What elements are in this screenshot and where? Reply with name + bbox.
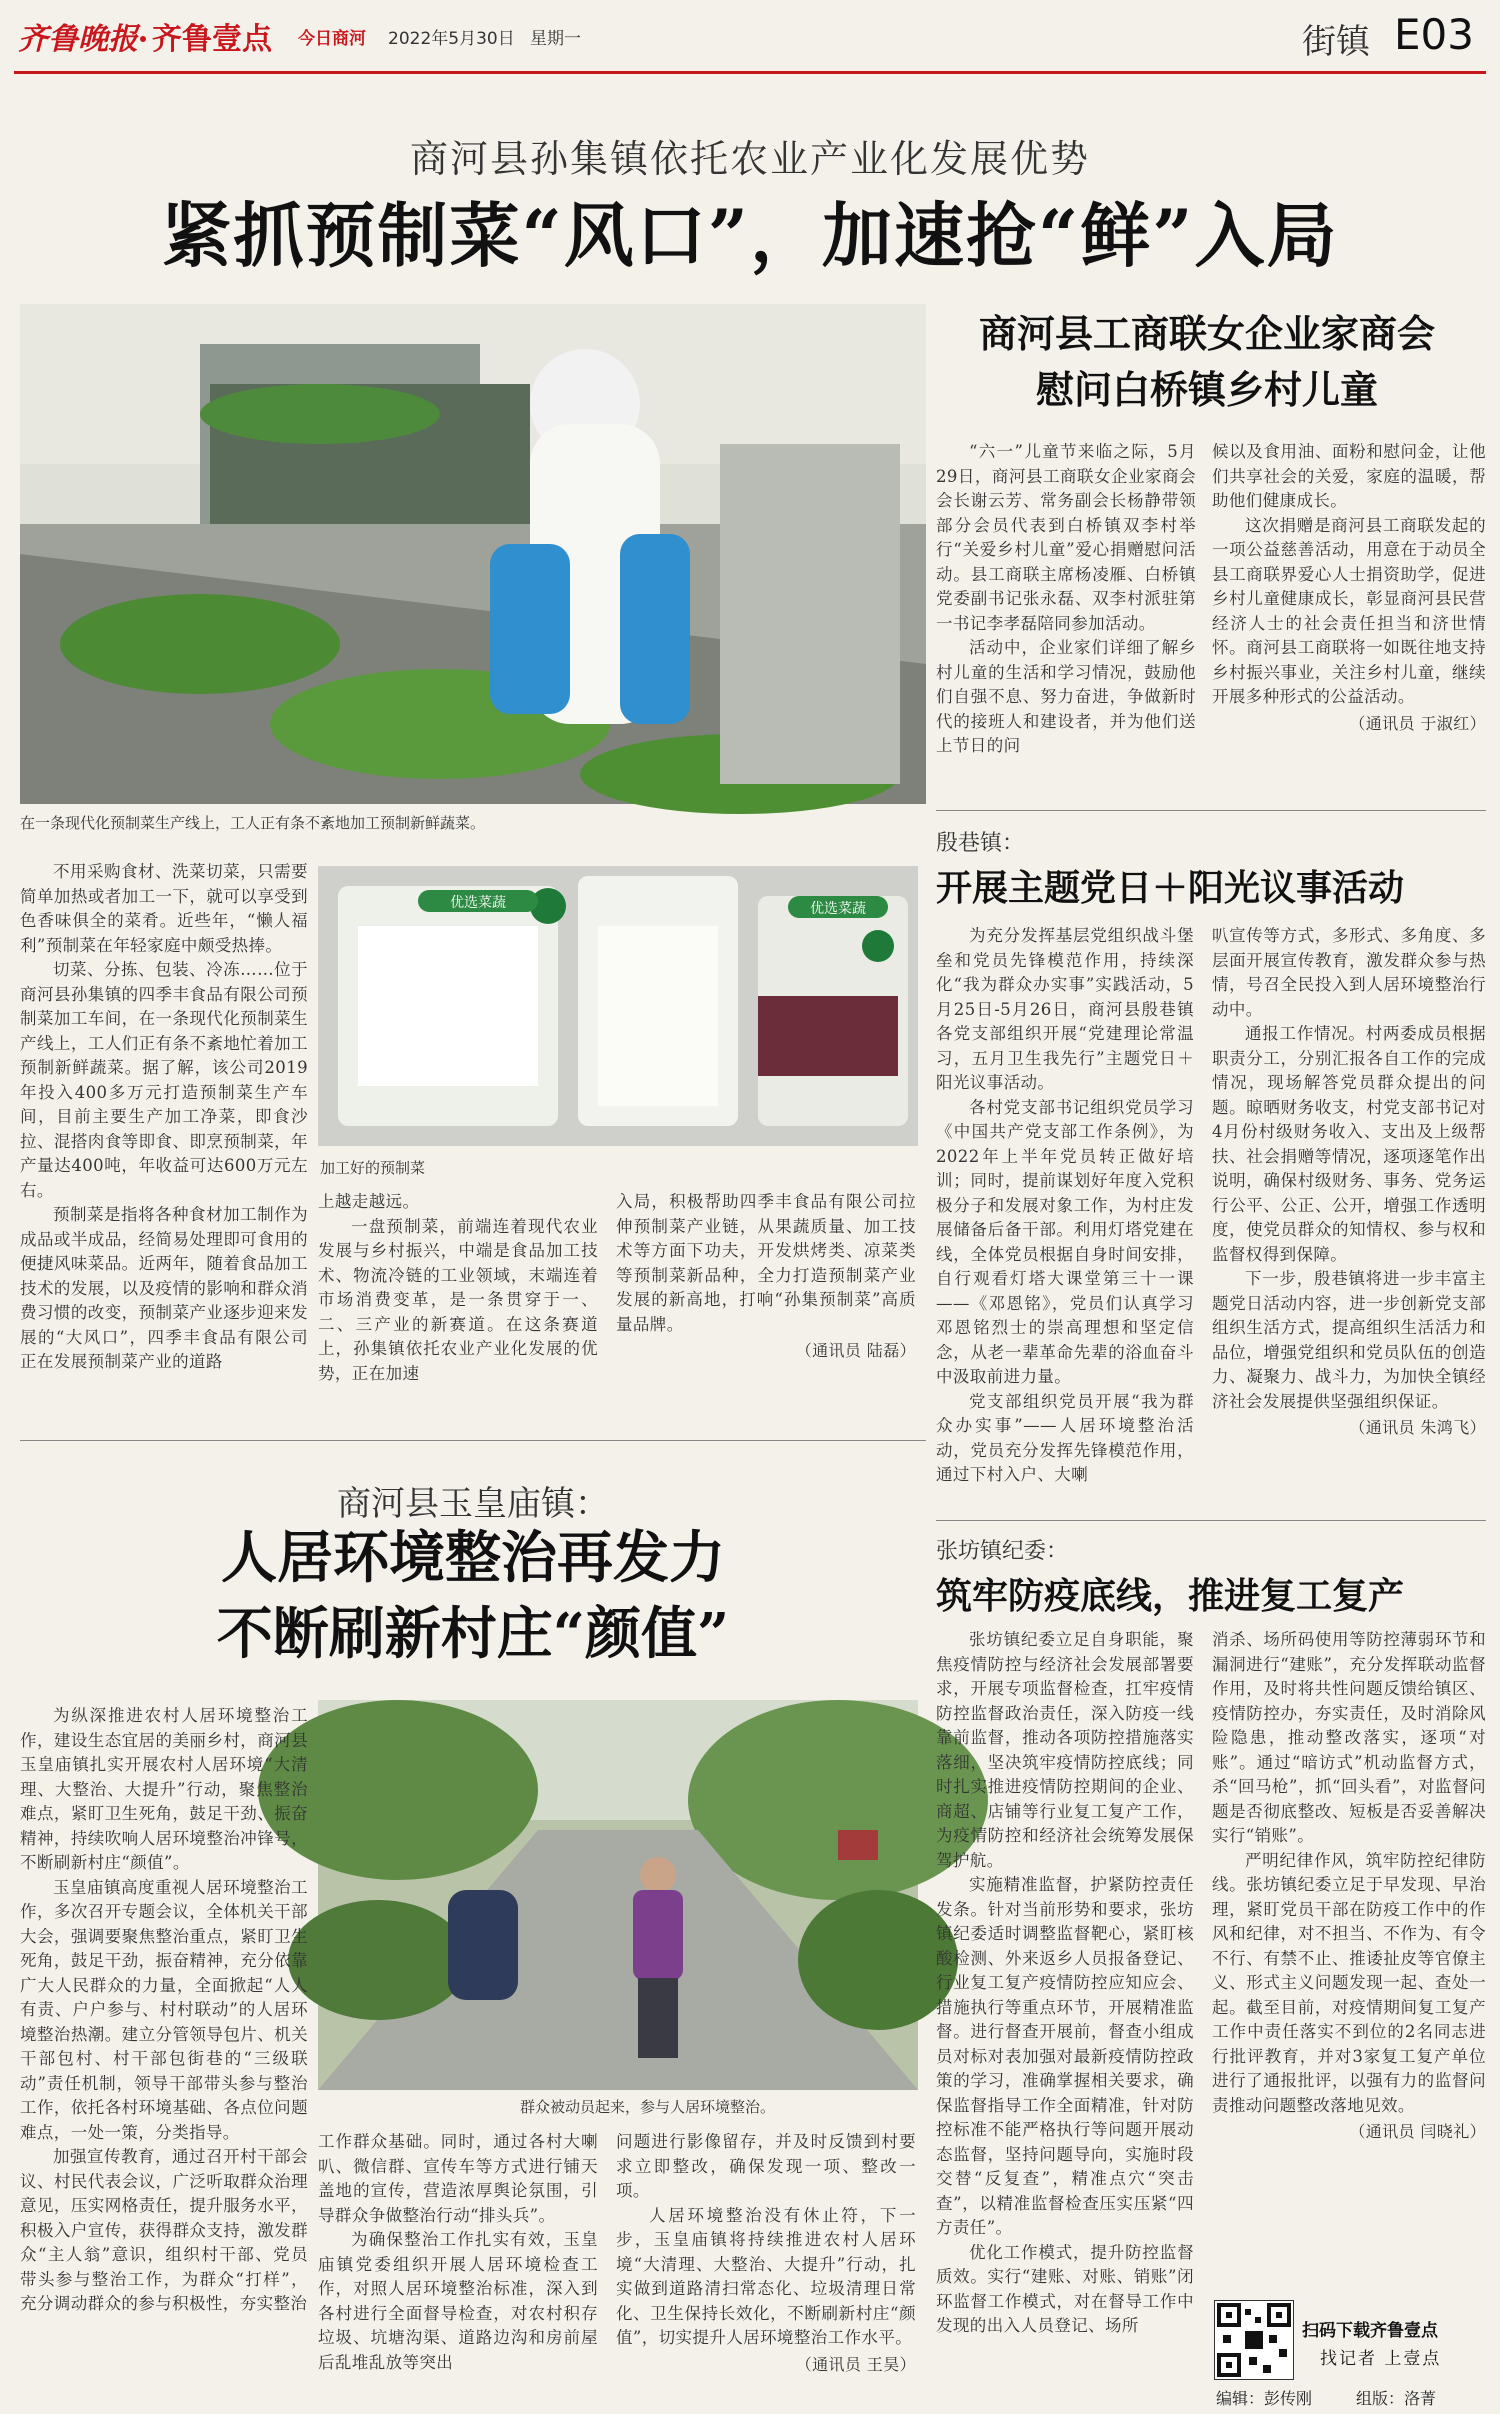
lead-column-3 xyxy=(616,1190,916,1360)
qr-subtitle: 找记者 上壹点 xyxy=(1320,2349,1442,2369)
lead-column-1 xyxy=(20,860,308,1371)
story5-col2-para-1: 消杀、场所码使用等防控薄弱环节和漏洞进行“建账”，充分发挥联动监督作用，及时将共性问题反馈给镇区、疫情防控办，夯实责任，及时消除风险隐患，推动整改落实，逐项“对账”。通过“暗访式”机动监督方式，杀“回马枪”，抓“回头看”，对监督问题是否彻底整改、短板是否妥善解决实行“销账”。 xyxy=(1212,1630,1486,1845)
story2-credit: （通讯员 于淑红） xyxy=(1349,713,1486,733)
story3-col2-para-3: 下一步，殷巷镇将进一步丰富主题党日活动内容，进一步创新党支部组织生活方式，提高组织生活活力和品位，增强党组织和党员队伍的创造力、凝聚力、战斗力，为加快全镇经济社会发展提供坚强组织保证。 xyxy=(1212,1269,1486,1411)
story4-credit: （通讯员 王昊） xyxy=(795,2354,916,2374)
story2-rule xyxy=(936,810,1486,811)
story4-kicker: 商河县玉皇庙镇： xyxy=(337,1484,609,1524)
page-number: E03 xyxy=(1394,10,1474,59)
story5-kicker: 张坊镇纪委： xyxy=(936,1539,1069,1564)
lead-headline: 紧抓预制菜“风口”，加速抢“鲜”入局 xyxy=(161,194,1339,277)
story5-headline: 筑牢防疫底线，推进复工复产 xyxy=(936,1575,1405,1617)
story4-headline: 人居环境整治再发力 不断刷新村庄“颜值” xyxy=(216,1525,730,1667)
story4-column-2 xyxy=(318,2130,598,2400)
package-label: 优选菜蔬 xyxy=(450,895,506,911)
story3-col2-para-2: 通报工作情况。村两委成员根据职责分工，分别汇报各自工作的完成情况，现场解答党员群众提出的问题。晾晒财务收支，村党支部书记对4月份村级财务收入、支出及上级帮扶、社会捐赠等情况，逐项逐笔作出说明，确保村级财务、事务、党务运行公平、公正、公开，增强工作透明度，使党员群众的知情权、参与权和监督权得到保障。 xyxy=(1212,1024,1486,1264)
qr-code-icon xyxy=(1215,2301,1293,2379)
masthead-rule xyxy=(14,71,1486,74)
package-label-2: 优选菜蔬 xyxy=(810,901,866,917)
lead-rule xyxy=(20,1440,926,1441)
story3-column-2 xyxy=(1212,924,1486,1484)
lead-inset-caption: 加工好的预制菜 xyxy=(320,1159,426,1177)
story5-column-2 xyxy=(1212,1628,1486,2278)
story2-col1-para-1: “六一”儿童节来临之际，5月29日，商河县工商联女企业家商会会长谢云芳、常务副会长杨静带领部分会员代表到白桥镇双李村举行“关爱乡村儿童”爱心捐赠慰问活动。县工商联主席杨凌雁、白桥镇党委副书记张永磊、双李村派驻第一书记李孝磊陪同参加活动。 xyxy=(936,442,1196,633)
story2-column-2 xyxy=(1212,440,1486,780)
inset-photo-image xyxy=(318,866,918,1146)
issue-weekday: 星期一 xyxy=(530,29,581,49)
brand-logo: 齐鲁壹点 xyxy=(152,22,272,57)
story4-column-3 xyxy=(616,2130,916,2400)
lead-photo-caption: 在一条现代化预制菜生产线上，工人正有条不紊地加工预制新鲜蔬菜。 xyxy=(20,814,486,832)
layout-credit: 组版：洛菁 xyxy=(1356,2389,1437,2408)
story3-col1-para-2: 各村党支部书记组织党员学习《中国共产党支部工作条例》，为2022年上半年党员转正做好培训；同时，提前谋划好年度入党积极分子和发展对象工作，为村庄发展储备后备干部。利用灯塔党建在线，全体党员根据自身时间安排，自行观看灯塔大课堂第三十一课——《邓恩铭》，党员们认真学习邓恩铭烈士的崇高理想和坚定信念，从老一辈革命先辈的浴血奋斗中汲取前进力量。 xyxy=(936,1097,1194,1386)
story3-column-1 xyxy=(936,924,1194,1484)
story4-col2-para-1: 工作群众基础。同时，通过各村大喇叭、微信群、宣传车等方式进行铺天盖地的宣传，营造浓厚舆论氛围，引导群众争做整治行动“排头兵”。 xyxy=(318,2132,598,2225)
lead-col1-para-1: 不用采购食材、洗菜切菜，只需要简单加热或者加工一下，就可以享受到色香味俱全的菜肴。近些年，“懒人福利”预制菜在年轻家庭中颇受热捧。 xyxy=(20,862,308,955)
story2-col2-para-2: 这次捐赠是商河县工商联发起的一项公益慈善活动，用意在于动员全县工商联界爱心人士捐资助学，促进乡村儿童健康成长，彰显商河县民营经济人士的社会责任担当和济世情怀。商河县工商联将一如既往地支持乡村振兴事业，关注乡村儿童，继续开展多种形式的公益活动。 xyxy=(1212,515,1486,706)
paper-logo: 齐鲁晚报 xyxy=(18,22,138,57)
story4-photo xyxy=(318,1700,918,2090)
story4-col3-para-2: 人居环境整治没有休止符，下一步，玉皇庙镇将持续推进农村人居环境“大清理、大整治、大提升”行动，扎实做到道路清扫常态化、垃圾清理日常化、卫生保持长效化，不断刷新村庄“颜值”，切实提升人居环境整治工作水平。 xyxy=(616,2205,916,2347)
logo-separator xyxy=(140,36,146,42)
story4-col1-para-3: 加强宣传教育，通过召开村干部会议、村民代表会议，广泛听取群众治理意见，压实网格责任，提升服务水平，积极入户宣传，获得群众支持，激发群众“主人翁”意识，组织村干部、党员带头参与整治工作，为群众“打样”，充分调动群众的参与积极性，夯实整治 xyxy=(20,2147,308,2313)
story3-headline: 开展主题党日＋阳光议事活动 xyxy=(936,867,1405,909)
story3-col2-para-1: 叭宣传等方式，多形式、多角度、多层面开展宣传教育，激发群众参与热情，号召全民投入到人居环境整治行动中。 xyxy=(1212,926,1486,1019)
story5-credit: （通讯员 闫晓礼） xyxy=(1349,2122,1486,2141)
story4-col1-para-2: 玉皇庙镇高度重视人居环境整治工作，多次召开专题会议，全体机关干部大会，强调要聚焦整治重点，紧盯卫生死角，鼓足干劲，振奋精神，充分依靠广大人民群众的力量，全面掀起“人人有责、户户参与、村村联动”的人居环境整治热潮。建立分管领导包片、机关干部包村、村干部包街巷的“三级联动”责任机制，领导干部带头参与整治工作，依托各村环境基础、各点位问题难点，一处一策，分类指导。 xyxy=(20,1877,308,2142)
lead-photo xyxy=(20,304,926,804)
story4-photo-caption: 群众被动员起来，参与人居环境整治。 xyxy=(520,2098,776,2116)
lead-col3-para-1: 入局，积极帮助四季丰食品有限公司拉伸预制菜产业链，从果蔬质量、加工技术等方面下功夫，开发烘烤类、凉菜类等预制菜新品种，全力打造预制菜产业发展的新高地，打响“孙集预制菜”高质量品牌。 xyxy=(616,1192,916,1334)
lead-col2-para-1: 上越走越远。 xyxy=(318,1192,420,1211)
lead-photo-image xyxy=(20,304,926,804)
story2-column-1 xyxy=(936,440,1196,770)
lead-col1-para-3: 预制菜是指将各种食材加工制作为成品或半成品，经简易处理即可食用的便捷风味菜品。近两年，随着食品加工技术的发展，以及疫情的影响和群众消费习惯的改变，预制菜产业逐步迎来发展的“大风口”，四季丰食品有限公司正在发展预制菜产业的道路 xyxy=(20,1205,308,1371)
story4-col3-para-1: 问题进行影像留存，并及时反馈到村要求立即整改，确保发现一项、整改一项。 xyxy=(616,2132,916,2200)
section-name: 今日商河 xyxy=(298,29,366,49)
story4-col1-para-1: 为纵深推进农村人居环境整治工作，建设生态宜居的美丽乡村，商河县玉皇庙镇扎实开展农村人居环境“大清理、大整治、大提升”行动，聚焦整治难点，紧盯卫生死角，鼓足干劲、振奋精神，持续吹响人居环境整治冲锋号，不断刷新村庄“颜值”。 xyxy=(20,1706,308,1872)
lead-kicker: 商河县孙集镇依托农业产业化发展优势 xyxy=(409,137,1090,181)
story2-col1-para-2: 活动中，企业家们详细了解乡村儿童的生活和学习情况，鼓励他们自强不息、努力奋进，争做新时代的接班人和建设者，并为他们送上节日的问 xyxy=(936,638,1196,755)
story5-col1-para-2: 实施精准监督，护紧防控责任发条。针对当前形势和要求，张坊镇纪委适时调整监督靶心，紧盯核酸检测、外来返乡人员报备登记、行业复工复产疫情防控应知应会、措施执行等重点环节，开展精准监督。进行督查开展前，督查小组成员对标对表加强对最新疫情防控政策的学习，准确掌握相关要求，确保监督指导工作全面精准，针对防控标准不能严格执行等问题开展动态监督，坚持问题导向，实施时段交替“反复查”，精准点穴“突击查”，以精准监督检查压实压紧“四方责任”。 xyxy=(936,1875,1194,2237)
qr-title: 扫码下载齐鲁壹点 xyxy=(1302,2321,1438,2341)
masthead xyxy=(0,0,1500,76)
story2-headline: 商河县工商联女企业家商会 慰问白桥镇乡村儿童 xyxy=(978,311,1435,412)
lead-col2-para-2: 一盘预制菜，前端连着现代农业发展与乡村振兴，中端是食品加工技术、物流冷链的工业领域，末端连着市场消费变革，是一条贯穿于一、二、三产业的新赛道。在这条赛道上，孙集镇依托农业产业化发展的优势，正在加速 xyxy=(318,1216,598,1383)
story4-column-1 xyxy=(20,1704,308,2394)
story3-credit: （通讯员 朱鸿飞） xyxy=(1349,1418,1486,1437)
story4-col2-para-2: 为确保整治工作扎实有效，玉皇庙镇党委组织开展人居环境检查工作，对照人居环境整治标准，深入到各村进行全面督导检查，对农村积存垃圾、坑塘沟渠、道路边沟和房前屋后乱堆乱放等突出 xyxy=(318,2230,598,2372)
story4-photo-image xyxy=(318,1700,918,2090)
lead-column-2 xyxy=(318,1190,598,1383)
story3-kicker: 殷巷镇： xyxy=(936,831,1025,856)
story5-col2-para-2: 严明纪律作风，筑牢防控纪律防线。张坊镇纪委立足于早发现、早治理，紧盯党员干部在防疫工作中的作风和纪律，对不担当、不作为、有令不行、有禁不止、推诿扯皮等官僚主义、形式主义问题发现一起、查处一起。截至目前，对疫情期间复工复产工作中责任落实不到位的2名同志进行批评教育，并对3家复工复产单位进行了通报批评，以强有力的监督问责推动问题整改落地见效。 xyxy=(1212,1850,1486,2115)
lead-credit: （通讯员 陆磊） xyxy=(795,1341,916,1360)
story5-col1-para-1: 张坊镇纪委立足自身职能，聚焦疫情防控与经济社会发展部署要求，开展专项监督检查，扛牢疫情防控监督政治责任，深入防疫一线靠前监督，推动各项防控措施落实落细，坚决筑牢疫情防控底线；同时扎实推进疫情防控期间的企业、商超、店铺等行业复工复产工作，为疫情防控和经济社会统筹发展保驾护航。 xyxy=(936,1630,1194,1870)
editor-credit: 编辑：彭传刚 xyxy=(1216,2389,1313,2408)
column-name: 街镇 xyxy=(1302,22,1370,62)
story5-column-1 xyxy=(936,1628,1194,2398)
story3-col1-para-1: 为充分发挥基层党组织战斗堡垒和党员先锋模范作用，持续深化“我为群众办实事”实践活动，5月25日-5月26日，商河县殷巷镇各党支部组织开展“党建理论常温习，五月卫生我先行”主题党日＋阳光议事活动。 xyxy=(936,926,1194,1092)
story3-rule xyxy=(936,1520,1486,1521)
story5-col1-para-3: 优化工作模式，提升防控监督质效。实行“建账、对账、销账”闭环监督工作模式，对在督导工作中发现的出入人员登记、场所 xyxy=(936,2242,1194,2335)
issue-date: 2022年5月30日 xyxy=(388,29,515,49)
qr-code[interactable] xyxy=(1214,2300,1294,2380)
story2-col2-para-1: 候以及食用油、面粉和慰问金，让他们共享社会的关爱，家庭的温暖，帮助他们健康成长。 xyxy=(1212,442,1486,510)
lead-inset-photo xyxy=(318,866,918,1146)
lead-col1-para-2: 切菜、分拣、包装、冷冻……位于商河县孙集镇的四季丰食品有限公司预制菜加工车间，在一条现代化预制菜生产线上，工人们正有条不紊地忙着加工预制新鲜蔬菜。据了解，该公司2019年投入400多万元打造预制菜生产车间，目前主要生产加工净菜，即食沙拉、混搭肉食等即食、即烹预制菜，年产量达400吨，年收益可达600万元左右。 xyxy=(20,960,308,1200)
story3-col1-para-3: 党支部组织党员开展“我为群众办实事”——人居环境整治活动，党员充分发挥先锋模范作用，通过下村入户、大喇 xyxy=(936,1391,1194,1484)
